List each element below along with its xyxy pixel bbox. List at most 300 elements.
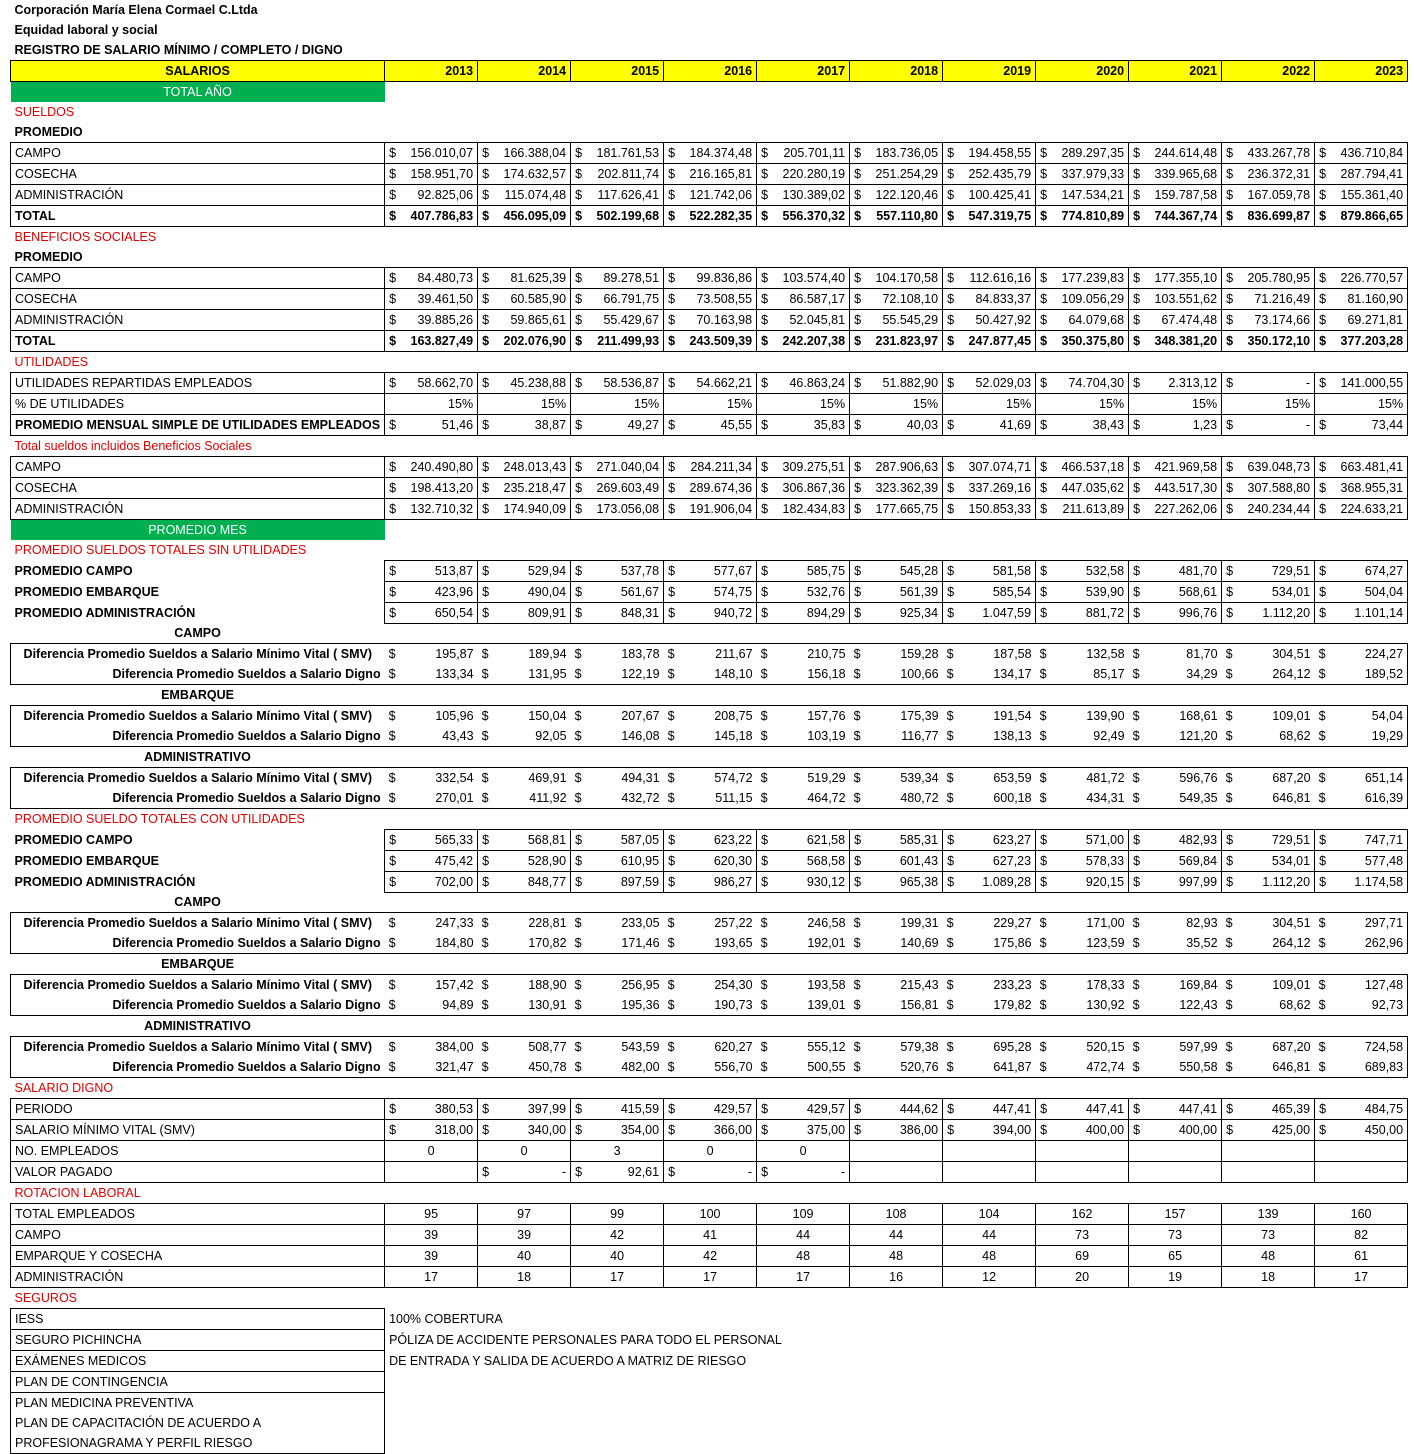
empty-cell xyxy=(943,1016,1036,1037)
empty-cell xyxy=(385,892,478,913)
money-wrap xyxy=(575,1057,660,1077)
empty-cell xyxy=(1222,1162,1315,1183)
currency-symbol: $ xyxy=(1318,936,1326,950)
money-cell xyxy=(850,185,943,206)
money-value: 377.203,28 xyxy=(1340,334,1404,348)
money-value: 208,75 xyxy=(714,709,753,723)
money-wrap xyxy=(1319,975,1404,995)
currency-symbol: $ xyxy=(1225,647,1233,661)
rotacion-row xyxy=(11,1246,1408,1267)
money-value: 220.280,19 xyxy=(782,167,846,181)
currency-symbol: $ xyxy=(947,1123,955,1137)
row-label: PROMEDIO CAMPO xyxy=(14,832,133,847)
currency-symbol: $ xyxy=(1132,998,1140,1012)
money-cell xyxy=(478,1037,571,1058)
currency-symbol: $ xyxy=(1040,146,1048,160)
money-wrap xyxy=(1226,143,1310,163)
empty-cell xyxy=(757,540,850,560)
money-cell xyxy=(1129,143,1222,164)
diff-digno-row xyxy=(11,788,1408,809)
money-value: 321,47 xyxy=(435,1060,474,1074)
money-cell xyxy=(850,829,943,850)
money-value: 520,15 xyxy=(1086,1040,1125,1054)
empty-cell xyxy=(571,352,664,373)
currency-symbol: $ xyxy=(1133,271,1141,285)
money-value: 519,29 xyxy=(807,771,846,785)
money-value: 81.625,39 xyxy=(510,271,567,285)
money-wrap xyxy=(1319,851,1403,871)
value-cell: 15% xyxy=(1036,394,1129,415)
money-wrap xyxy=(1226,561,1310,581)
currency-symbol: $ xyxy=(1040,167,1048,181)
value-cell: 97 xyxy=(478,1204,571,1225)
money-value: 141.000,55 xyxy=(1340,376,1404,390)
currency-symbol: $ xyxy=(389,874,397,889)
money-cell xyxy=(1315,726,1408,747)
money-wrap xyxy=(482,913,567,933)
money-wrap xyxy=(389,1120,473,1140)
seguro-note: DE ENTRADA Y SALIDA DE ACUERDO A MATRIZ DE RIESGO xyxy=(389,1354,747,1368)
money-value: 139,90 xyxy=(1086,709,1125,723)
row-label: EMPARQUE Y COSECHA xyxy=(11,1246,385,1267)
money-cell xyxy=(385,871,478,892)
money-cell xyxy=(757,164,850,185)
money-wrap xyxy=(854,933,939,953)
currency-symbol: $ xyxy=(1319,188,1327,202)
money-wrap xyxy=(947,1037,1032,1057)
money-cell xyxy=(850,310,943,331)
currency-symbol: $ xyxy=(667,791,675,805)
money-value: 115.074,48 xyxy=(504,188,567,202)
empty-cell xyxy=(478,954,571,975)
salarios-header: SALARIOS xyxy=(11,61,385,82)
money-value: 123,59 xyxy=(1086,936,1125,950)
money-wrap xyxy=(1040,788,1125,808)
money-cell xyxy=(1222,913,1315,934)
money-cell xyxy=(850,143,943,164)
money-cell xyxy=(757,975,850,996)
money-wrap xyxy=(1226,331,1310,351)
money-value: 555,12 xyxy=(807,1040,846,1054)
empty-cell xyxy=(1036,102,1129,122)
value-cell: 48 xyxy=(943,1246,1036,1267)
money-wrap xyxy=(575,788,660,808)
money-wrap xyxy=(389,310,473,330)
money-value: 35,52 xyxy=(1186,936,1218,950)
empty-cell xyxy=(571,685,664,706)
money-value: 216.165,81 xyxy=(689,167,753,181)
money-wrap xyxy=(575,726,660,746)
currency-symbol: $ xyxy=(946,978,954,992)
currency-symbol: $ xyxy=(761,1123,769,1137)
money-cell xyxy=(1129,933,1222,954)
money-value: 484,75 xyxy=(1364,1102,1404,1116)
row-label: PERIODO xyxy=(11,1099,385,1120)
money-wrap xyxy=(1319,499,1403,519)
money-wrap xyxy=(947,995,1032,1015)
empty-cell xyxy=(1315,892,1408,913)
money-value: 481,72 xyxy=(1086,771,1125,785)
empty-cell xyxy=(1315,227,1408,248)
money-value: 43,43 xyxy=(442,729,474,743)
money-value: 235.218,47 xyxy=(503,481,567,495)
money-cell xyxy=(757,1162,850,1183)
money-wrap xyxy=(854,331,938,351)
money-wrap xyxy=(761,478,845,498)
empty-cell xyxy=(385,247,478,268)
currency-symbol: $ xyxy=(482,832,490,847)
currency-symbol: $ xyxy=(1319,313,1327,327)
money-value: 146,08 xyxy=(621,729,660,743)
money-value: 650,54 xyxy=(434,605,474,620)
currency-symbol: $ xyxy=(1226,832,1234,847)
diff-smv-row xyxy=(11,975,1408,996)
money-wrap xyxy=(1226,933,1311,953)
money-wrap xyxy=(947,289,1031,309)
empty-cell xyxy=(1129,1141,1222,1162)
money-cell xyxy=(571,1099,664,1120)
money-cell xyxy=(478,164,571,185)
money-wrap xyxy=(761,143,845,163)
money-cell xyxy=(850,995,943,1016)
money-wrap xyxy=(575,457,659,477)
money-cell xyxy=(664,664,757,685)
empty-cell xyxy=(1315,247,1408,268)
money-wrap xyxy=(668,499,752,519)
currency-symbol: $ xyxy=(853,998,861,1012)
empty-cell xyxy=(478,352,571,373)
currency-symbol: $ xyxy=(1039,916,1047,930)
currency-symbol: $ xyxy=(575,874,583,889)
currency-symbol: $ xyxy=(853,771,861,785)
money-value: 156.010,07 xyxy=(410,146,474,160)
money-value: 58.662,70 xyxy=(417,376,474,390)
currency-symbol: $ xyxy=(1318,916,1326,930)
currency-symbol: $ xyxy=(389,167,397,181)
money-cell xyxy=(943,1120,1036,1141)
money-cell xyxy=(385,581,478,602)
money-value: 193,58 xyxy=(807,978,846,992)
money-wrap xyxy=(947,582,1031,602)
money-value: 411,92 xyxy=(529,791,567,805)
money-cell xyxy=(478,185,571,206)
value-cell: 160 xyxy=(1315,1204,1408,1225)
money-cell xyxy=(1036,644,1129,665)
money-cell xyxy=(478,664,571,685)
money-wrap xyxy=(1319,1057,1404,1077)
money-value: 233,23 xyxy=(993,978,1032,992)
money-value: 73.174,66 xyxy=(1254,313,1311,327)
money-wrap xyxy=(389,768,474,788)
sueldos-section-title: SUELDOS xyxy=(14,105,75,119)
money-wrap xyxy=(854,995,939,1015)
money-wrap xyxy=(1226,644,1311,664)
currency-symbol: $ xyxy=(575,376,583,390)
money-cell xyxy=(1315,373,1408,394)
money-wrap xyxy=(854,644,939,664)
seguro-row xyxy=(11,1433,1408,1454)
diff-smv-row xyxy=(11,1037,1408,1058)
money-value: 429,57 xyxy=(806,1102,846,1116)
money-value: 639.048,73 xyxy=(1247,460,1311,474)
utilidades-repartidas xyxy=(11,373,1408,394)
empty-cell xyxy=(850,623,943,644)
year-header: 2020 xyxy=(1036,61,1129,82)
seguros-section-title: SEGUROS xyxy=(14,1291,78,1305)
money-wrap xyxy=(482,164,566,184)
money-cell xyxy=(478,706,571,727)
money-value: 86.587,17 xyxy=(789,292,846,306)
empty-cell xyxy=(664,247,757,268)
empty-cell xyxy=(1222,892,1315,913)
empty-cell xyxy=(664,1016,757,1037)
money-wrap xyxy=(854,1057,939,1077)
empty-cell xyxy=(571,1288,664,1309)
currency-symbol: $ xyxy=(761,167,769,181)
empty-cell xyxy=(1222,122,1315,143)
year-header: 2018 xyxy=(850,61,943,82)
money-wrap xyxy=(854,289,938,309)
empty-cell xyxy=(385,82,478,103)
currency-symbol: $ xyxy=(853,667,861,681)
currency-symbol: $ xyxy=(575,334,583,348)
money-value: 556.370,32 xyxy=(782,209,846,223)
money-value: 307.588,80 xyxy=(1247,481,1311,495)
money-wrap xyxy=(389,603,473,623)
money-value: 569,84 xyxy=(1178,853,1218,868)
currency-symbol: $ xyxy=(1318,647,1326,661)
empty-cell xyxy=(1036,520,1129,541)
money-cell xyxy=(1036,1099,1129,1120)
money-cell xyxy=(943,602,1036,623)
money-wrap xyxy=(1040,872,1124,892)
money-value: 616,39 xyxy=(1364,791,1404,805)
currency-symbol: $ xyxy=(482,167,490,181)
money-cell xyxy=(571,664,664,685)
money-value: 109.056,29 xyxy=(1061,292,1125,306)
currency-symbol: $ xyxy=(1319,460,1327,474)
money-cell xyxy=(1129,206,1222,227)
money-value: 191.906,04 xyxy=(689,502,753,516)
money-wrap xyxy=(1133,830,1217,850)
diff-smv-row xyxy=(11,913,1408,934)
empty-cell xyxy=(478,436,571,457)
currency-symbol: $ xyxy=(1319,605,1327,620)
currency-symbol: $ xyxy=(760,1060,768,1074)
money-value: 92,73 xyxy=(1371,998,1404,1012)
money-value: 175,39 xyxy=(900,709,939,723)
currency-symbol: $ xyxy=(946,1060,954,1074)
money-cell xyxy=(1129,975,1222,996)
money-value: 73,44 xyxy=(1371,418,1404,432)
money-cell xyxy=(850,478,943,499)
money-value: 39.885,26 xyxy=(417,313,474,327)
money-value: 433.267,78 xyxy=(1247,146,1311,160)
currency-symbol: $ xyxy=(667,936,675,950)
currency-symbol: $ xyxy=(482,1165,490,1179)
row-label: % DE UTILIDADES xyxy=(11,394,385,415)
empty-cell xyxy=(1129,102,1222,122)
money-cell xyxy=(664,726,757,747)
currency-symbol: $ xyxy=(1133,460,1141,474)
empty-cell xyxy=(1036,40,1129,61)
money-wrap xyxy=(854,499,938,519)
money-wrap xyxy=(1133,1037,1218,1057)
money-wrap xyxy=(1040,331,1124,351)
money-cell xyxy=(664,933,757,954)
money-cell xyxy=(1036,602,1129,623)
empty-cell xyxy=(478,122,571,143)
money-value: 156,18 xyxy=(807,667,846,681)
empty-cell xyxy=(478,1183,571,1204)
money-value: 171,00 xyxy=(1086,916,1125,930)
money-wrap xyxy=(1133,726,1218,746)
row-label: SALARIO MÍNIMO VITAL (SMV) xyxy=(11,1120,385,1141)
empty-cell xyxy=(1036,247,1129,268)
empty-cell xyxy=(850,247,943,268)
currency-symbol: $ xyxy=(854,460,862,474)
currency-symbol: $ xyxy=(574,1060,582,1074)
diff-digno-row xyxy=(11,664,1408,685)
money-value: 494,31 xyxy=(621,771,660,785)
money-cell xyxy=(571,268,664,289)
currency-symbol: $ xyxy=(854,481,862,495)
money-cell xyxy=(478,1099,571,1120)
money-cell xyxy=(664,1120,757,1141)
value-cell: 162 xyxy=(1036,1204,1129,1225)
money-value: 627,23 xyxy=(992,853,1032,868)
money-wrap xyxy=(854,913,939,933)
money-wrap xyxy=(1319,289,1403,309)
empty-cell xyxy=(757,1183,850,1204)
currency-symbol: $ xyxy=(853,709,861,723)
money-cell xyxy=(664,706,757,727)
money-cell xyxy=(757,560,850,581)
currency-symbol: $ xyxy=(1040,376,1048,390)
money-wrap xyxy=(1226,164,1310,184)
empty-cell xyxy=(664,747,757,768)
money-cell xyxy=(757,644,850,665)
empty-cell xyxy=(1222,747,1315,768)
money-value: 92,61 xyxy=(627,1165,660,1179)
money-value: 1.101,14 xyxy=(1354,605,1404,620)
money-value: 158.951,70 xyxy=(410,167,474,181)
money-wrap xyxy=(389,933,474,953)
money-cell xyxy=(1222,644,1315,665)
money-value: 228,81 xyxy=(528,916,567,930)
money-value: 68,62 xyxy=(1279,998,1311,1012)
row-label: COSECHA xyxy=(11,164,385,185)
value-cell: 104 xyxy=(943,1204,1036,1225)
empty-cell xyxy=(385,1288,478,1309)
money-value: 148,10 xyxy=(714,667,753,681)
money-value: 248.013,43 xyxy=(503,460,567,474)
money-wrap xyxy=(1226,1120,1310,1140)
money-wrap xyxy=(575,1099,659,1119)
money-value: 140,69 xyxy=(900,936,939,950)
money-value: 724,58 xyxy=(1364,1040,1404,1054)
empty-cell xyxy=(1129,809,1222,830)
value-cell: 17 xyxy=(664,1267,757,1288)
money-cell xyxy=(664,1099,757,1120)
currency-symbol: $ xyxy=(575,271,583,285)
empty-cell xyxy=(943,1288,1036,1309)
currency-symbol: $ xyxy=(574,771,582,785)
money-wrap xyxy=(854,143,938,163)
money-value: 695,28 xyxy=(993,1040,1032,1054)
currency-symbol: $ xyxy=(854,146,862,160)
empty-cell xyxy=(664,685,757,706)
money-wrap xyxy=(482,995,567,1015)
money-wrap xyxy=(947,185,1031,205)
currency-symbol: $ xyxy=(574,936,582,950)
currency-symbol: $ xyxy=(1040,605,1048,620)
value-cell: 42 xyxy=(664,1246,757,1267)
money-value: 894,29 xyxy=(806,605,846,620)
money-value: 50.427,92 xyxy=(975,313,1032,327)
money-cell xyxy=(757,850,850,871)
money-value: 193,65 xyxy=(714,936,753,950)
currency-symbol: $ xyxy=(388,1060,396,1074)
money-wrap xyxy=(1040,373,1124,393)
money-cell xyxy=(1222,1037,1315,1058)
empty-cell xyxy=(943,540,1036,560)
money-value: 881,72 xyxy=(1085,605,1125,620)
seguro-note: 100% COBERTURA xyxy=(389,1312,503,1326)
money-cell xyxy=(571,871,664,892)
total-sueldos-row xyxy=(11,499,1408,520)
money-cell xyxy=(478,1120,571,1141)
money-cell xyxy=(850,373,943,394)
money-cell xyxy=(478,415,571,436)
money-cell xyxy=(664,850,757,871)
money-cell xyxy=(571,726,664,747)
money-wrap xyxy=(761,457,845,477)
empty-cell xyxy=(1222,82,1315,103)
money-wrap xyxy=(1040,851,1124,871)
money-wrap xyxy=(482,726,567,746)
currency-symbol: $ xyxy=(1039,1040,1047,1054)
money-wrap xyxy=(1133,603,1217,623)
money-value: 138,13 xyxy=(993,729,1032,743)
empty-cell xyxy=(1036,1288,1129,1309)
money-wrap xyxy=(575,310,659,330)
currency-symbol: $ xyxy=(482,460,490,474)
currency-symbol: $ xyxy=(1318,978,1326,992)
empty-cell xyxy=(1315,1162,1408,1183)
empty-cell xyxy=(1129,540,1222,560)
empty-cell xyxy=(757,122,850,143)
company-name-text: Corporación María Elena Cormael C.Ltda xyxy=(14,3,258,17)
value-cell: 39 xyxy=(385,1246,478,1267)
money-value: 67.474,48 xyxy=(1161,313,1218,327)
money-cell xyxy=(943,164,1036,185)
empty-cell xyxy=(850,1016,943,1037)
money-value: 337.979,33 xyxy=(1061,167,1125,181)
money-value: 304,51 xyxy=(1272,647,1311,661)
empty-cell xyxy=(478,540,571,560)
money-cell xyxy=(850,768,943,789)
money-wrap xyxy=(761,289,845,309)
currency-symbol: $ xyxy=(574,916,582,930)
currency-symbol: $ xyxy=(389,292,397,306)
currency-symbol: $ xyxy=(482,209,490,223)
money-value: 71.216,49 xyxy=(1254,292,1311,306)
currency-symbol: $ xyxy=(1225,936,1233,950)
money-wrap xyxy=(761,726,846,746)
money-value: 69.271,81 xyxy=(1347,313,1404,327)
money-wrap xyxy=(947,457,1031,477)
